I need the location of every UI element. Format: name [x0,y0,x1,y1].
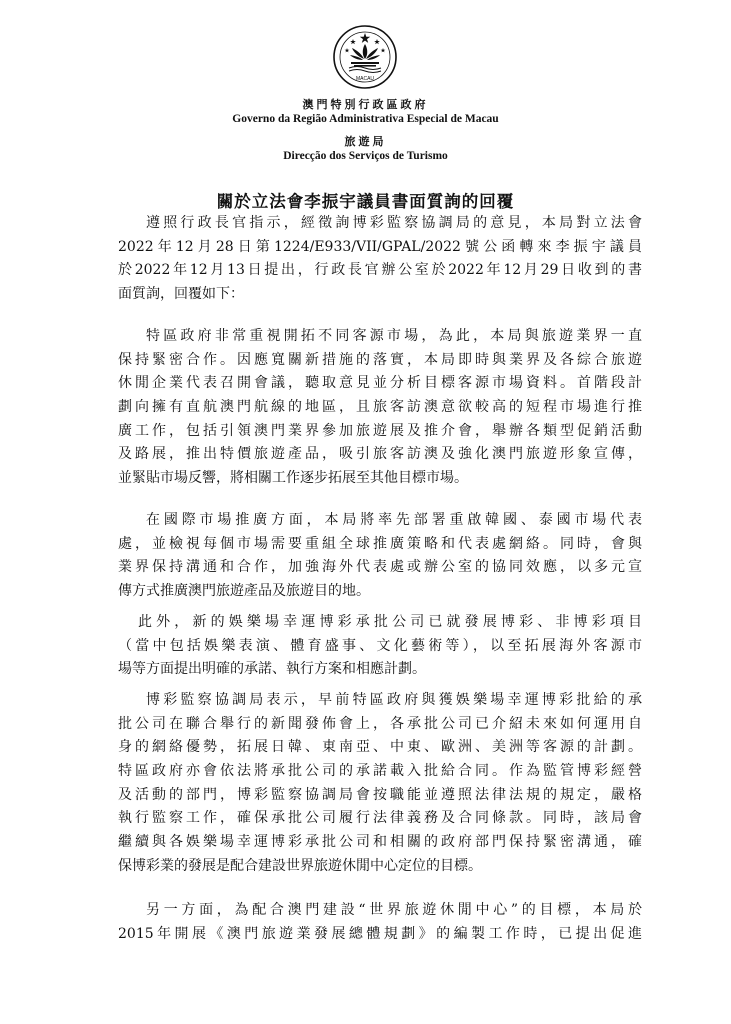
paragraph-concessionaires [118,611,642,682]
text-line: 休閒企業代表召開會議，聽取意見並分析目標客源市場資料。首階段計 [118,375,642,392]
paragraph-international-promotion [118,509,642,604]
bureau-name-zh: 旅遊局 [344,135,387,148]
text-line: 特區政府亦會依法將承批公司的承諾載入批給合同。作為監管博彩經營 [118,763,642,780]
document-title: 關於立法會李振宇議員書面質詢的回覆 [216,192,515,211]
text-line: 在國際市場推廣方面，本局將率先部署重啟韓國、泰國市場代表 [146,512,642,528]
text-line: 此外，新的娛樂場幸運博彩承批公司已就發展博彩、非博彩項目 [138,614,642,630]
text-line: 2015年開展《澳門旅遊業發展總體規劃》的編製工作時，已提出促進 [118,925,642,942]
text-line: 繼續與各娛樂場幸運博彩承批公司和相關的政府部門保持緊密溝通，確 [118,834,642,851]
text-line: 面質詢，回覆如下： [118,286,244,303]
bureau-name-pt: Direcção dos Serviços de Turismo [283,150,448,162]
government-name-pt: Governo da Região Administrativa Especial de Macau [232,113,499,125]
text-line: 於2022年12月13日提出，行政長官辦公室於2022年12月29日收到的書 [118,262,642,279]
text-line: 場等方面提出明確的承諾、執行方案和相應計劃。 [118,661,426,678]
text-line: 特區政府非常重視開拓不同客源市場，為此，本局與旅遊業界一直 [146,328,642,344]
text-line: 及路展，推出特價旅遊產品，吸引旅客訪澳及強化澳門旅遊形象宣傳， [118,446,642,463]
text-line: 劃向擁有直航澳門航線的地區，且旅客訪澳意欲較高的短程市場進行推 [118,399,642,416]
text-line: 執行監察工作，確保承批公司履行法律義務及合同條款。同時，該局會 [118,810,642,827]
paragraph-gaming-inspection [118,689,642,879]
text-line: 2022年12月28日第1224/E933/VII/GPAL/2022號公函轉來李振宇議員 [118,238,642,255]
text-line: 保持緊密合作。因應寬關新措施的落實，本局即時與業界及各綜合旅遊 [118,351,642,368]
text-line: 保博彩業的發展是配合建設世界旅遊休閒中心定位的目標。 [118,857,482,874]
paragraph-master-plan [118,899,642,946]
text-line: （當中包括娛樂表演、體育盛事、文化藝術等），以至拓展海外客源市 [118,637,642,654]
text-line: 博彩監察協調局表示，早前特區政府與獲娛樂場幸運博彩批給的承 [146,692,642,708]
text-line: 另一方面，為配合澳門建設“世界旅遊休閒中心”的目標，本局於 [146,902,642,918]
text-line: 並緊貼市場反響，將相關工作逐步拓展至其他目標市場。 [118,470,468,487]
text-line: 廣工作，包括引領澳門業界參加旅遊展及推介會，舉辦各類型促銷活動 [118,422,642,439]
text-line: 批公司在聯合舉行的新聞發佈會上，各承批公司已介紹未來如何運用自 [118,715,642,732]
text-line: 業界保持溝通和合作，加強海外代表處或辦公室的協同效應，以多元宣 [118,559,642,576]
emblem-text: MACAU [355,76,375,82]
paragraph-market-development [118,325,642,491]
text-line: 處，並檢視每個市場需要重組全球推廣策略和代表處網絡。同時，會與 [118,535,642,552]
text-line: 及活動的部門，博彩監察協調局會按職能並遵照法律法規的規定，嚴格 [118,786,642,803]
text-line: 身的網絡優勢，拓展日韓、東南亞、中東、歐洲、美洲等客源的計劃。 [118,739,642,756]
government-name-zh: 澳門特別行政區政府 [302,98,429,111]
text-line: 傳方式推廣澳門旅遊產品及旅遊目的地。 [118,583,370,600]
macau-emblem [332,24,398,90]
text-line: 遵照行政長官指示，經徵詢博彩監察協調局的意見，本局對立法會 [146,215,642,231]
paragraph-intro [118,212,642,307]
